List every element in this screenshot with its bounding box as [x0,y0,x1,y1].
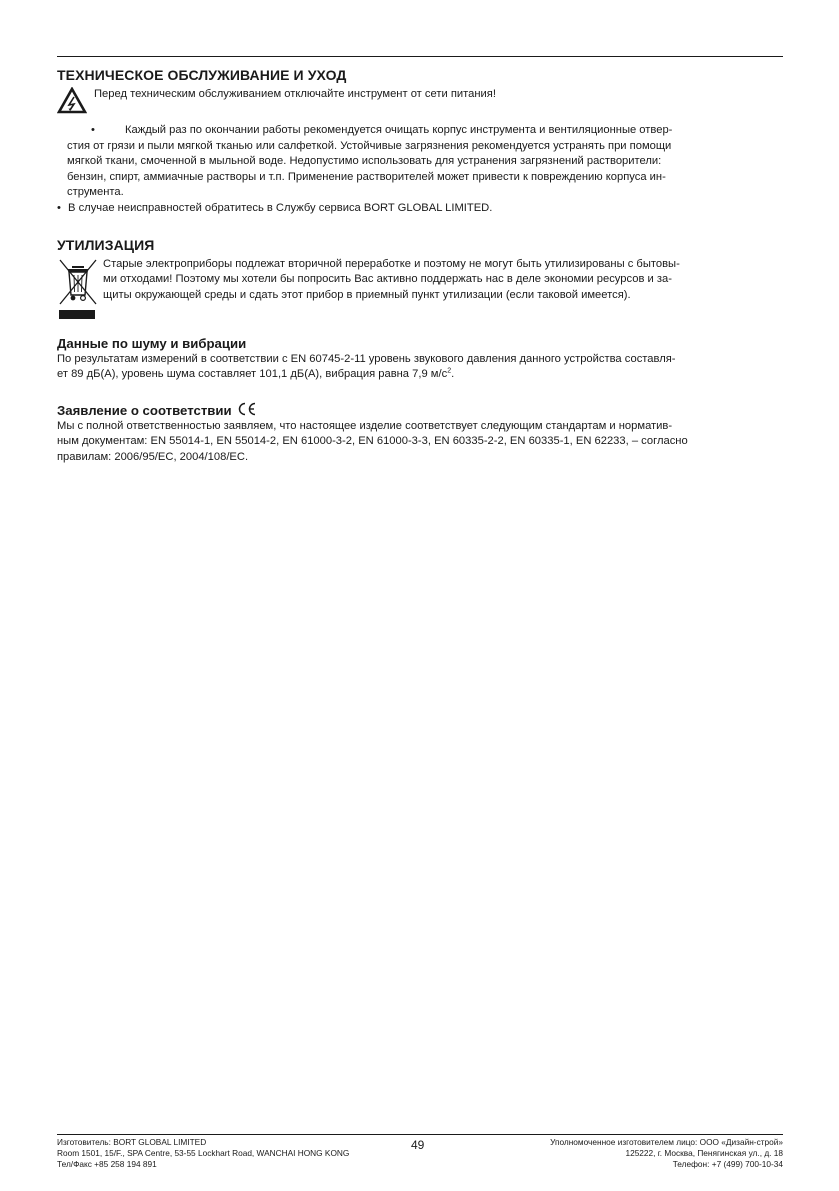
manufacturer-phone: Тел/Факс +85 258 194 891 [57,1159,157,1169]
service-bullet: • В случае неисправностей обратитесь в Службу сервиса BORT GLOBAL LIMITED. [57,201,783,217]
authorized-address: 125222, г. Москва, Пенягинская ул., д. 18 [625,1148,783,1158]
disposal-line: ми отходами! Поэтому мы хотели бы попросить Вас активно поддержать нас в деле экономии ресурсов и за- [103,273,672,286]
disposal-title: УТИЛИЗАЦИЯ [57,236,155,253]
authorized-info [550,1137,783,1170]
maintenance-title: ТЕХНИЧЕСКОЕ ОБСЛУЖИВАНИЕ И УХОД [57,67,347,83]
conformity-line: ным документам: EN 55014-1, EN 55014-2, EN 61000-3-2, EN 61000-3-3, EN 60335-2-2, EN 60335-1, EN 62233, – согласно [57,435,688,448]
separate-collection-bar [59,310,95,319]
bullet-dot: • [91,124,95,136]
conformity-line: правилам: 2006/95/EC, 2004/108/EC. [57,450,249,463]
conformity-line: Мы с полной ответственностью заявляем, что настоящее изделие соответствует следующим стандартам и норматив- [57,419,673,432]
noise-line: По результатам измерений в соответствии с EN 60745-2-11 уровень звукового давления данного устройства составля- [57,352,676,365]
superscript: 2 [447,367,452,375]
noise-section [57,335,783,383]
manufacturer-address: Room 1501, 15/F., SPA Centre, 53-55 Lockhart Road, WANCHAI HONG KONG [57,1148,350,1158]
warning-text: Перед техническим обслуживанием отключайте инструмент от сети питания! [94,88,496,100]
page-number: 49 [411,1138,425,1152]
cleaning-line: струмента. [67,186,124,199]
noise-title: Данные по шуму и вибрации [57,335,247,351]
crossed-out-wheelie-bin-icon [57,257,99,309]
manufacturer-name: Изготовитель: BORT GLOBAL LIMITED [57,1137,207,1147]
page-content [57,66,783,466]
disposal-line: щиты окружающей среды и сдать этот прибор в приемный пункт утилизации (если таковой имеется). [103,288,631,301]
disposal-line: Старые электроприборы подлежат вторичной переработке и поэтому не могут быть утилизированы с бытовы- [103,257,680,270]
cleaning-line: бензин, спирт, аммиачные растворы и т.п. Применение растворителей может привести к повреждению корпуса ин- [67,170,666,183]
disposal-section [57,236,783,319]
authorized-name: Уполномоченное изготовителем лицо: ООО «Дизайн-строй» [550,1137,783,1147]
bullet-dot: • [57,201,61,214]
cleaning-paragraph [57,123,783,201]
manufacturer-info [57,1137,349,1170]
cleaning-line: • Каждый раз по окончании работы рекомендуется очищать корпус инструмента и вентиляционные отвер- [57,123,783,139]
warning-triangle-lightning-icon [57,87,87,114]
disposal-block [57,257,783,319]
maintenance-section [57,66,783,217]
maintenance-warning [57,87,783,117]
noise-line: ет 89 дБ(А), уровень шума составляет 101,1 дБ(А), вибрация равна 7,9 $м/с^2$. [57,367,455,381]
ce-mark-icon [237,402,257,416]
conformity-section [57,402,783,466]
top-rule [57,56,783,57]
cleaning-line: мягкой ткани, смоченной в мыльной воде. Недопустимо использовать для устранения загрязнений растворители: [67,155,662,168]
authorized-phone: Телефон: +7 (499) 700-10-34 [672,1159,783,1169]
conformity-title: Заявление о соответствии [57,402,783,419]
disposal-text [103,257,783,304]
cleaning-line: стия от грязи и пыли мягкой тканью или салфеткой. Устойчивые загрязнения рекомендуется устранять при помощи [67,139,672,152]
bottom-rule [57,1134,783,1135]
